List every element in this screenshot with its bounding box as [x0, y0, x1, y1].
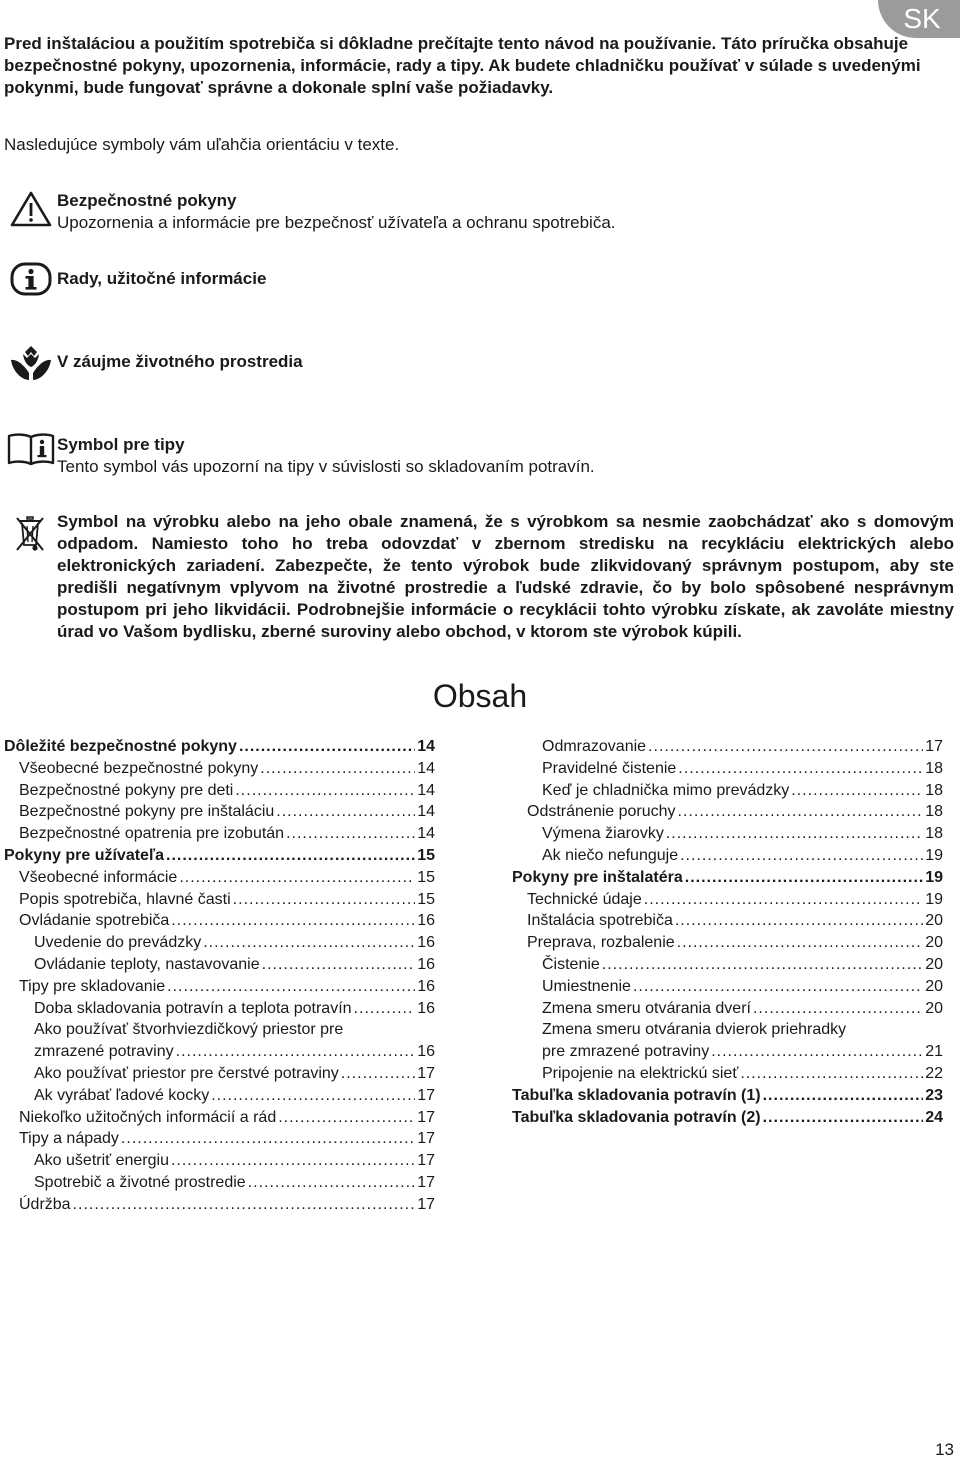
toc-entry[interactable] — [4, 976, 435, 998]
toc-entry[interactable] — [512, 1019, 943, 1041]
toc-entry-leader — [276, 801, 415, 823]
toc-entry-page: 16 — [417, 934, 435, 952]
toc-entry[interactable] — [4, 1150, 435, 1172]
toc-entry-page: 16 — [417, 912, 435, 930]
toc-entry[interactable] — [4, 889, 435, 911]
toc-entry[interactable] — [512, 954, 943, 976]
toc-entry-page: 23 — [925, 1086, 943, 1104]
toc-entry-page: 17 — [925, 738, 943, 755]
toc-entry-leader — [260, 758, 415, 780]
toc-entry-page: 20 — [925, 999, 943, 1017]
toc-entry[interactable] — [4, 780, 435, 802]
toc-entry-leader — [171, 910, 415, 932]
intro-paragraph: Pred inštaláciou a použitím spotrebiča si dôkladne prečítajte tento návod na používanie. Táto príručka obsahuje bezpečnostné pokyny, upozornenia, informácie, rady a tipy. Ak budete chladničku používať v súlade s uvedenými pokynmi, bude fungovať správne a dokonale splní vaše požiadavky. — [4, 34, 921, 97]
toc-entry-label: Pripojenie na elektrickú sieť — [542, 1064, 739, 1082]
toc-entry-page: 22 — [925, 1064, 943, 1082]
toc-entry-leader — [763, 1085, 924, 1107]
symbol-warning — [57, 190, 947, 234]
toc-entry-page: 17 — [417, 1152, 435, 1170]
toc-title: Obsah — [432, 678, 528, 714]
toc-entry-label: Zmena smeru otvárania dverí — [542, 999, 751, 1017]
page-number: 13 — [935, 1440, 954, 1459]
toc-entry[interactable] — [512, 910, 943, 932]
symbol-description: Tento symbol vás upozorní na tipy v súvislosti so skladovaním potravín. — [57, 457, 595, 476]
toc-entry-leader — [171, 1150, 415, 1172]
toc-entry[interactable] — [4, 736, 435, 758]
toc-entry-page: 16 — [417, 1043, 435, 1061]
toc-entry-leader — [211, 1085, 415, 1107]
toc-entry-page: 14 — [417, 781, 435, 799]
language-badge: SK — [878, 0, 960, 38]
toc-entry-leader — [341, 1063, 415, 1085]
weee-disposal-notice: Symbol na výrobku alebo na jeho obale znamená, že s výrobkom sa nesmie zaobchádzať ako s domovým odpadom. Namiesto toho ho treba odovzdať v zbernom stredisku na recykláciu elektrických alebo elektronických zariadení. Zabezpečte, že tento výrobok bude zlikvidovaný správnym postupom, aby ste predišli negatívnym vplyvom na životné prostredie a ľudské zdravie, čo by bolo spôsobené nesprávnym postupom pri jeho likvidácii. Podrobnejšie informácie o recyklácii tohto výrobku získate, ak zavoláte miestny úrad vo Vašom bydlisku, zberné suroviny alebo obchod, v ktorom ste výrobok kúpili. — [57, 512, 954, 641]
symbol-title: V záujme životného prostredia — [57, 352, 303, 371]
environment-flower-icon — [10, 343, 52, 383]
symbol-description: Upozornenia a informácie pre bezpečnosť užívateľa a ochranu spotrebiča. — [57, 213, 616, 232]
symbol-title: Rady, užitočné informácie — [57, 269, 267, 288]
book-info-icon — [6, 432, 56, 466]
toc-entry-label: Výmena žiarovky — [542, 825, 664, 843]
toc-entry-label: Údržba — [19, 1195, 71, 1213]
warning-triangle-icon — [10, 190, 52, 228]
toc-entry[interactable] — [4, 1085, 435, 1107]
toc-entry[interactable] — [512, 1041, 943, 1063]
toc-entry-page: 16 — [417, 977, 435, 995]
toc-entry-label: Odstránenie poruchy — [527, 803, 676, 821]
toc-entry-label: Pokyny pre inštalatéra — [512, 868, 683, 886]
toc-entry-label: Inštalácia spotrebiča — [527, 912, 673, 930]
toc-entry-page: 20 — [925, 977, 943, 995]
toc-entry-leader — [677, 932, 924, 954]
toc-entry[interactable] — [512, 889, 943, 911]
toc-entry-label: Odmrazovanie — [542, 738, 647, 755]
symbol-book-tips — [57, 434, 947, 478]
symbols-intro: Nasledujúce symboly vám uľahčia orientáciu v texte. — [4, 135, 400, 154]
toc-entry-page: 14 — [417, 803, 435, 821]
toc-entry-label: Ak niečo nefunguje — [542, 846, 679, 864]
crossed-bin-icon — [14, 514, 46, 554]
toc-entry-leader — [121, 1128, 415, 1150]
toc-entry[interactable] — [4, 954, 435, 976]
toc-entry-label: Technické údaje — [527, 890, 642, 908]
toc-entry-label: Ako ušetriť energiu — [34, 1152, 169, 1170]
toc-entry-page: 17 — [417, 1108, 435, 1126]
toc-entry-leader — [73, 1194, 416, 1216]
toc-entry-page: 14 — [417, 759, 435, 777]
toc-entry-label: Umiestnenie — [542, 977, 631, 995]
toc-entry-leader — [179, 867, 415, 889]
symbol-tips — [57, 268, 266, 290]
toc-entry-leader — [740, 1063, 923, 1085]
toc-entry-page: 24 — [925, 1108, 943, 1126]
toc-entry[interactable] — [512, 867, 943, 889]
toc-entry-label: Všeobecné informácie — [19, 868, 178, 886]
toc-entry-page: 18 — [925, 759, 943, 777]
toc-entry-leader — [602, 954, 923, 976]
toc-entry[interactable] — [512, 1085, 943, 1107]
toc-entry-page: 20 — [925, 934, 943, 952]
toc-entry-leader — [675, 910, 923, 932]
toc-entry-label: Ako používať štvorhviezdičkový priestor pre — [34, 1021, 344, 1039]
toc-entry[interactable] — [512, 932, 943, 954]
toc-entry-label: Bezpečnostné pokyny pre inštaláciu — [19, 803, 275, 821]
toc-entry-page: 19 — [925, 868, 943, 886]
toc-entry-label: Ako používať priestor pre čerstvé potraviny — [34, 1064, 339, 1082]
toc-entry-label: Preprava, rozbalenie — [527, 934, 675, 952]
toc-entry-leader — [763, 1107, 924, 1129]
toc-entry[interactable] — [512, 801, 943, 823]
toc-entry[interactable] — [4, 1172, 435, 1194]
toc-entry-label: Keď je chladnička mimo prevádzky — [542, 781, 790, 799]
toc-entry-leader — [166, 845, 415, 867]
toc-entry-label: Tipy pre skladovanie — [19, 977, 166, 995]
toc-entry[interactable] — [512, 998, 943, 1020]
toc-entry-label: Bezpečnostné pokyny pre deti — [19, 781, 234, 799]
toc-entry[interactable] — [4, 932, 435, 954]
toc-entry-label: Tabuľka skladovania potravín (1) — [512, 1086, 761, 1104]
toc-entry-leader — [248, 1172, 416, 1194]
symbol-title: Symbol pre tipy — [57, 435, 185, 454]
toc-entry-page: 18 — [925, 825, 943, 843]
toc-entry-page: 17 — [417, 1086, 435, 1104]
toc-entry-label: pre zmrazené potraviny — [542, 1043, 710, 1061]
toc-entry-page: 18 — [925, 803, 943, 821]
toc-entry-leader — [233, 889, 416, 911]
toc-entry[interactable] — [4, 1194, 435, 1216]
toc-entry[interactable] — [4, 1041, 435, 1063]
toc-entry-label: Niekoľko užitočných informácií a rád — [19, 1108, 277, 1126]
toc-entry-label: Ovládanie teploty, nastavovanie — [34, 955, 260, 973]
toc-entry-label: Popis spotrebiča, hlavné časti — [19, 890, 231, 908]
toc-entry[interactable] — [4, 998, 435, 1020]
toc-entry-label: Všeobecné bezpečnostné pokyny — [19, 759, 259, 777]
info-icon — [10, 262, 52, 296]
toc-entry-page: 14 — [417, 738, 435, 755]
toc-entry-label: zmrazené potraviny — [34, 1043, 174, 1061]
toc-entry-page: 21 — [925, 1043, 943, 1061]
symbol-title: Bezpečnostné pokyny — [57, 191, 237, 210]
toc-entry-leader — [167, 976, 415, 998]
toc-entry[interactable] — [512, 736, 943, 758]
toc-entry[interactable] — [4, 910, 435, 932]
toc-entry-leader — [235, 780, 415, 802]
toc-entry[interactable] — [4, 1128, 435, 1150]
toc-entry-page: 15 — [417, 868, 435, 886]
toc-entry-page: 19 — [925, 890, 943, 908]
toc-entry[interactable] — [4, 1019, 435, 1041]
toc-entry-label: Ak vyrábať ľadové kocky — [34, 1086, 210, 1104]
toc-entry-page: 17 — [417, 1195, 435, 1213]
toc-entry-label: Pokyny pre užívateľa — [4, 846, 165, 864]
toc-entry-page: 17 — [417, 1173, 435, 1191]
toc-entry-leader — [633, 976, 923, 998]
toc-entry-label: Tabuľka skladovania potravín (2) — [512, 1108, 761, 1126]
toc-entry-page: 16 — [417, 999, 435, 1017]
toc-entry-label: Spotrebič a životné prostredie — [34, 1173, 246, 1191]
toc-entry[interactable] — [4, 1107, 435, 1129]
toc-entry-label: Zmena smeru otvárania dvierok priehradky — [542, 1021, 847, 1039]
toc-entry[interactable] — [512, 758, 943, 780]
toc-entry-page: 14 — [417, 825, 435, 843]
toc-entry-leader — [685, 867, 923, 889]
toc-entry-leader — [680, 845, 923, 867]
toc-entry-page: 15 — [417, 846, 435, 864]
toc-entry-leader — [753, 998, 923, 1020]
toc-entry-page: 18 — [925, 781, 943, 799]
toc-entry[interactable] — [512, 976, 943, 998]
toc-entry-leader — [286, 823, 415, 845]
toc-entry-label: Pravidelné čistenie — [542, 759, 677, 777]
toc-entry-leader — [176, 1041, 416, 1063]
toc-entry-leader — [711, 1041, 923, 1063]
toc-entry-page: 16 — [417, 955, 435, 973]
toc-entry-leader — [239, 736, 415, 758]
toc-entry-page: 17 — [417, 1130, 435, 1148]
toc-entry-leader — [262, 954, 416, 976]
symbol-environment — [57, 351, 303, 373]
toc-entry[interactable] — [512, 1107, 943, 1129]
toc-left-column — [4, 736, 435, 1216]
toc-entry[interactable] — [512, 780, 943, 802]
toc-entry-leader — [278, 1107, 415, 1129]
toc-entry[interactable] — [4, 823, 435, 845]
toc-entry[interactable] — [512, 1063, 943, 1085]
toc-entry[interactable] — [4, 758, 435, 780]
toc-entry-label: Čistenie — [542, 955, 600, 973]
toc-entry[interactable] — [512, 845, 943, 867]
toc-entry-leader — [203, 932, 415, 954]
toc-entry-leader — [354, 998, 416, 1020]
toc-entry-label: Uvedenie do prevádzky — [34, 934, 202, 952]
toc-entry-page: 17 — [417, 1064, 435, 1082]
toc-entry-page: 20 — [925, 912, 943, 930]
toc-entry-leader — [678, 758, 923, 780]
toc-entry[interactable] — [4, 1063, 435, 1085]
toc-entry-label: Bezpečnostné opatrenia pre izobután — [19, 825, 285, 843]
toc-entry-leader — [678, 801, 924, 823]
toc-entry[interactable] — [4, 867, 435, 889]
toc-entry-leader — [791, 780, 923, 802]
toc-entry-page: 15 — [417, 890, 435, 908]
toc-entry-leader — [644, 889, 923, 911]
toc-entry[interactable] — [512, 823, 943, 845]
toc-entry-label: Doba skladovania potravín a teplota potravín — [34, 999, 352, 1017]
toc-entry-label: Tipy a nápady — [19, 1130, 119, 1148]
toc-entry-label: Ovládanie spotrebiča — [19, 912, 170, 930]
toc-entry[interactable] — [4, 801, 435, 823]
toc-entry-leader — [648, 736, 923, 758]
toc-right-column — [512, 736, 943, 1128]
toc-entry-page: 19 — [925, 846, 943, 864]
toc-entry[interactable] — [4, 845, 435, 867]
toc-entry-label: Dôležité bezpečnostné pokyny — [4, 738, 237, 755]
toc-entry-leader — [666, 823, 923, 845]
toc-entry-page: 20 — [925, 955, 943, 973]
